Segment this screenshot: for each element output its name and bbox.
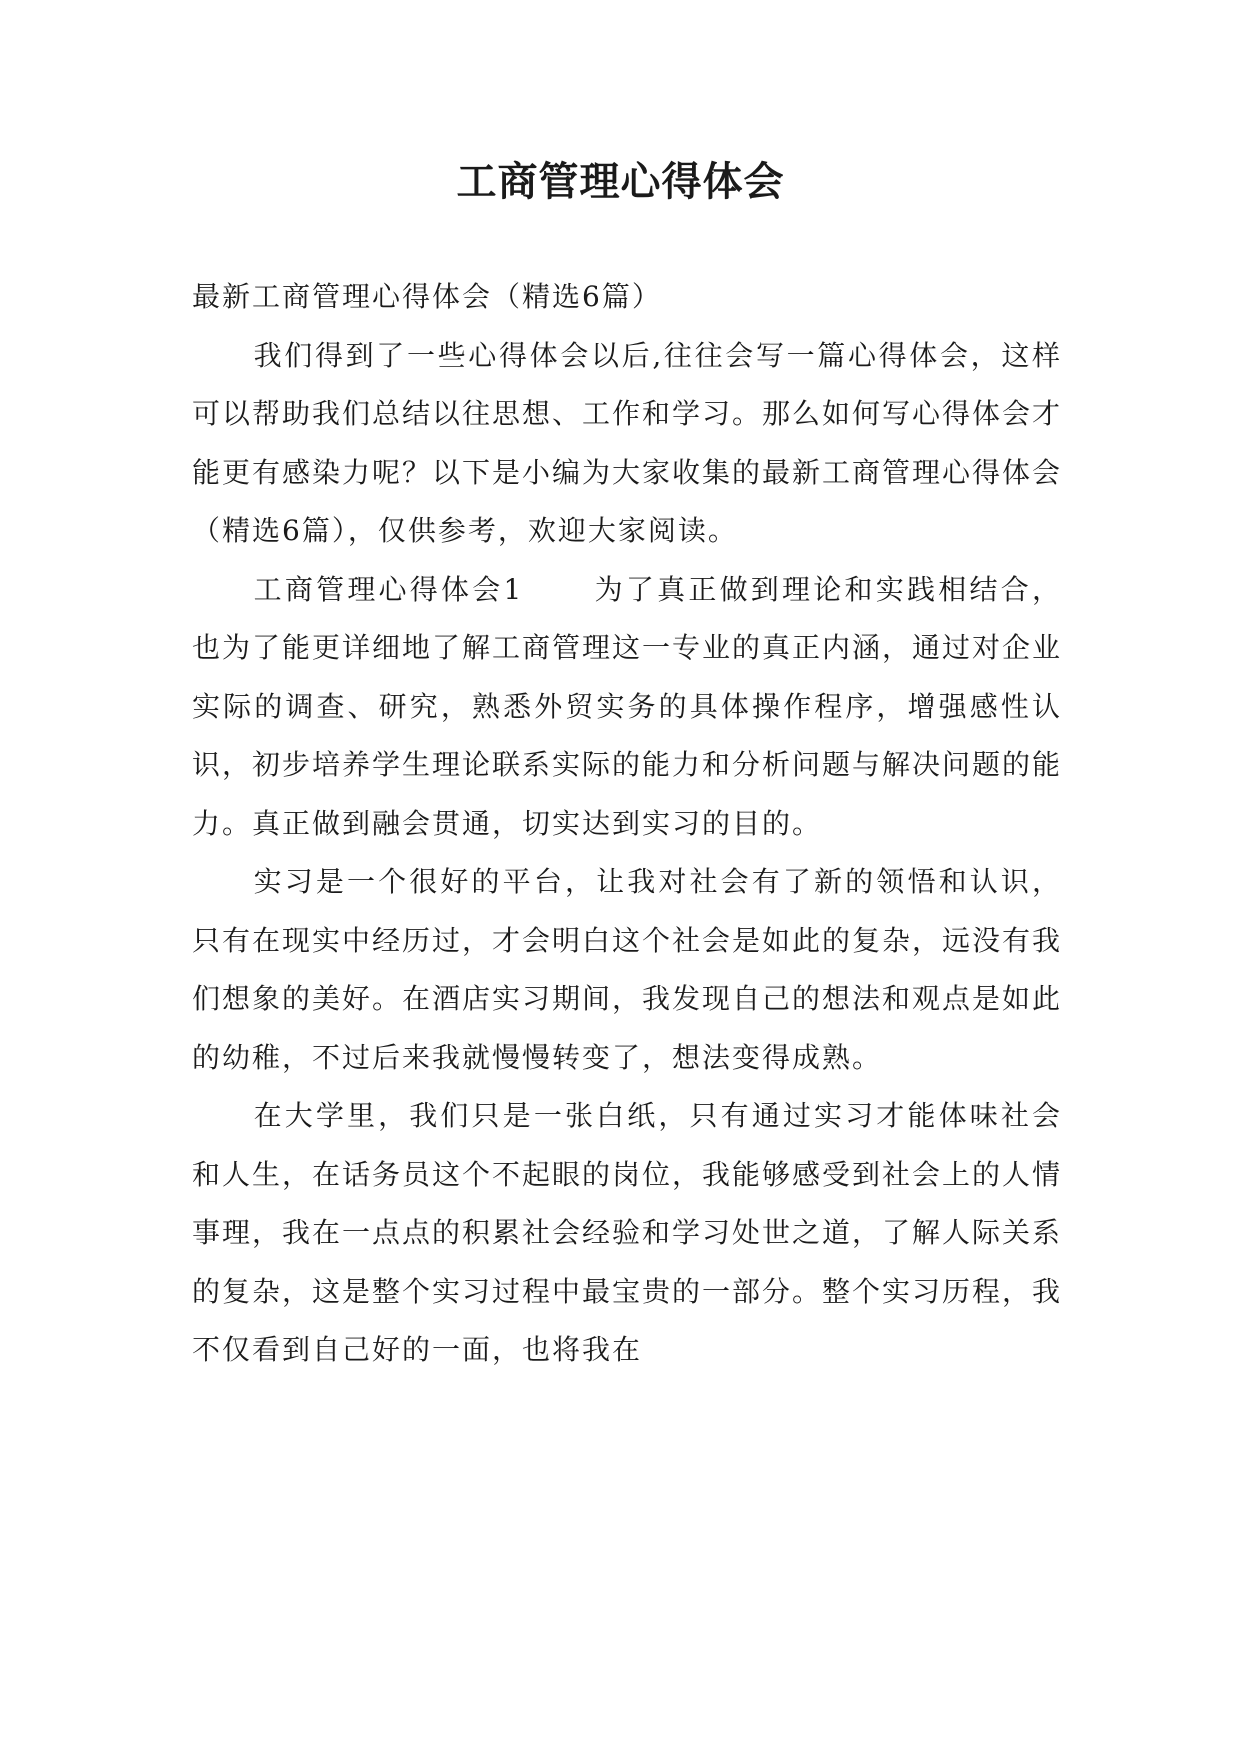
- document-body: [192, 268, 1062, 1380]
- section-1-text: 为了真正做到理论和实践相结合，也为了能更详细地了解工商管理这一专业的真正内涵，通过对企业实际的调查、研究，熟悉外贸实务的具体操作程序，增强感性认识，初步培养学生理论联系实际的能力和分析问题与解决问题的能力。真正做到融会贯通，切实达到实习的目的。: [192, 572, 1063, 840]
- document-subtitle: 最新工商管理心得体会（精选6篇）: [192, 280, 662, 313]
- body-paragraph-university: 在大学里，我们只是一张白纸，只有通过实习才能体味社会和人生，在话务员这个不起眼的岗位，我能够感受到社会上的人情事理，我在一点点的积累社会经验和学习处世之道，了解人际关系的复杂，这是整个实习过程中最宝贵的一部分。整个实习历程，我不仅看到自己好的一面，也将我在: [192, 1099, 1063, 1366]
- body-paragraph-internship: 实习是一个很好的平台，让我对社会有了新的领悟和认识，只有在现实中经历过，才会明白这个社会是如此的复杂，远没有我们想象的美好。在酒店实习期间，我发现自己的想法和观点是如此的幼稚，不过后来我就慢慢转变了，想法变得成熟。: [192, 865, 1063, 1074]
- document-title: 工商管理心得体会: [456, 159, 785, 205]
- section-1-paragraph: [192, 561, 1062, 854]
- section-1-heading: 工商管理心得体会1: [253, 572, 524, 606]
- intro-paragraph: 我们得到了一些心得体会以后,往往会写一篇心得体会，这样可以帮助我们总结以往思想、工作和学习。那么如何写心得体会才能更有感染力呢？以下是小编为大家收集的最新工商管理心得体会（精选6篇），仅供参考，欢迎大家阅读。: [192, 338, 1063, 547]
